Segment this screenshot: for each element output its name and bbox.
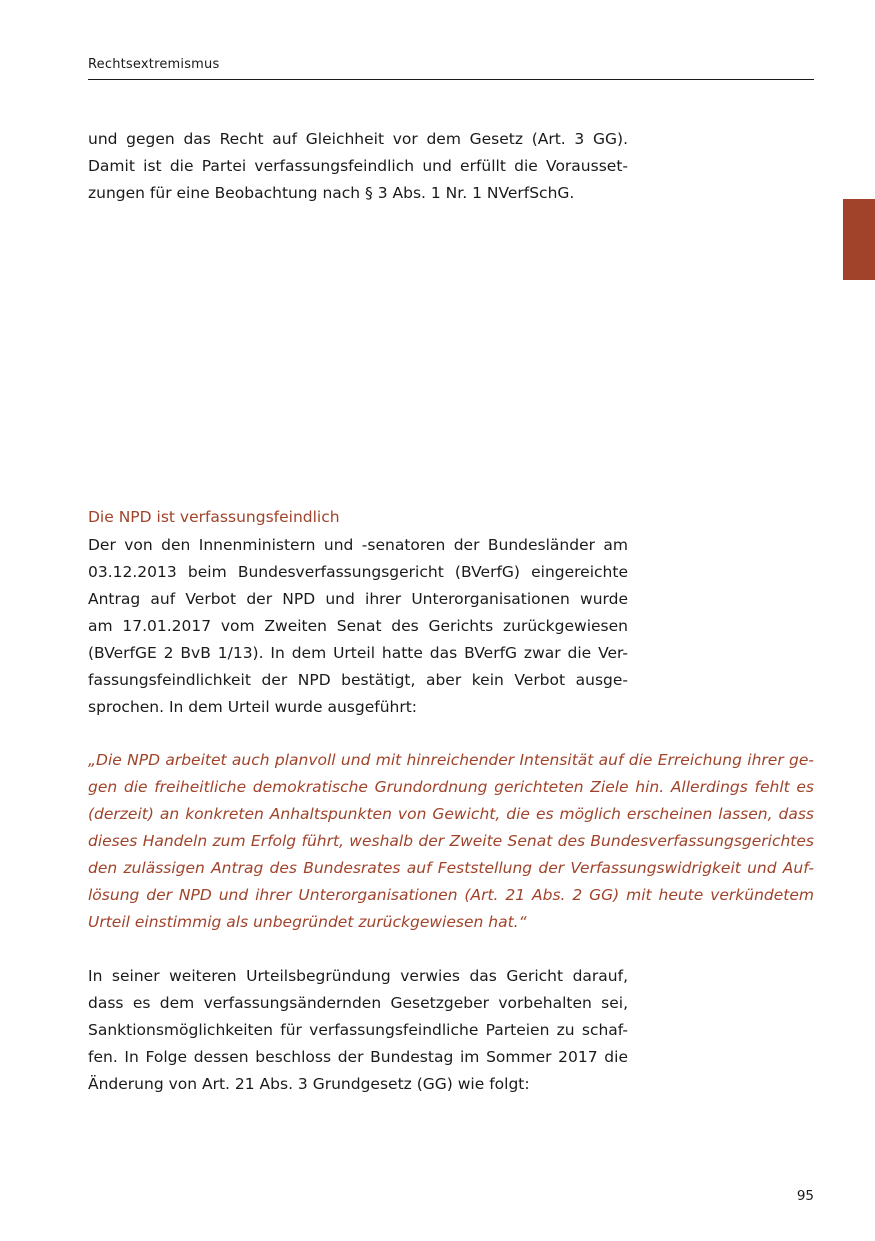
quote-line: Urteil einstimmig als unbegründet zurückgewiesen hat.“ bbox=[88, 913, 527, 931]
text-line: Antrag auf Verbot der NPD und ihrer Unterorganisationen wurde bbox=[88, 590, 628, 608]
quote-line: lösung der NPD und ihrer Unterorganisationen (Art. 21 Abs. 2 GG) mit heute verkündetem bbox=[88, 886, 814, 904]
quote-line: „Die NPD arbeitet auch planvoll und mit hinreichender Intensität auf die Erreichung ihrer ge- bbox=[88, 751, 814, 769]
text-line: (BVerfGE 2 BvB 1/13). In dem Urteil hatte das BVerfG zwar die Ver- bbox=[88, 644, 628, 662]
header-rule bbox=[88, 79, 814, 80]
quote-line: dieses Handeln zum Erfolg führt, weshalb der Zweite Senat des Bundesverfassungsgerichtes bbox=[88, 832, 814, 850]
paragraph-3 bbox=[88, 963, 628, 1098]
text-line: In seiner weiteren Urteilsbegründung verwies das Gericht darauf, bbox=[88, 967, 628, 985]
page-number: 95 bbox=[796, 1188, 814, 1204]
text-line: Damit ist die Partei verfassungsfeindlich und erfüllt die Vorausset- bbox=[88, 157, 628, 175]
court-quote bbox=[88, 747, 814, 936]
text-line: und gegen das Recht auf Gleichheit vor dem Gesetz (Art. 3 GG). bbox=[88, 130, 628, 148]
chapter-side-tab bbox=[843, 199, 875, 280]
quote-line: den zulässigen Antrag des Bundesrates auf Feststellung der Verfassungswidrigkeit und Auf- bbox=[88, 859, 814, 877]
text-line: dass es dem verfassungsändernden Gesetzgeber vorbehalten sei, bbox=[88, 994, 628, 1012]
text-line: fassungsfeindlichkeit der NPD bestätigt, aber kein Verbot ausge- bbox=[88, 671, 628, 689]
section-heading: Die NPD ist verfassungsfeindlich bbox=[88, 508, 340, 526]
quote-line: (derzeit) an konkreten Anhaltspunkten von Gewicht, die es möglich erscheinen lassen, dass bbox=[88, 805, 814, 823]
text-line: fen. In Folge dessen beschloss der Bundestag im Sommer 2017 die bbox=[88, 1048, 628, 1066]
text-line: zungen für eine Beobachtung nach § 3 Abs. 1 Nr. 1 NVerfSchG. bbox=[88, 184, 575, 202]
running-header: Rechtsextremismus bbox=[88, 57, 220, 72]
text-line: 03.12.2013 beim Bundesverfassungsgericht (BVerfG) eingereichte bbox=[88, 563, 628, 581]
text-line: Der von den Innenministern und -senatoren der Bundesländer am bbox=[88, 536, 628, 554]
text-line: Sanktionsmöglichkeiten für verfassungsfeindliche Parteien zu schaf- bbox=[88, 1021, 628, 1039]
quote-line: gen die freiheitliche demokratische Grundordnung gerichteten Ziele hin. Allerdings fehlt es bbox=[88, 778, 814, 796]
text-line: Änderung von Art. 21 Abs. 3 Grundgesetz (GG) wie folgt: bbox=[88, 1075, 530, 1093]
paragraph-2 bbox=[88, 532, 628, 721]
paragraph-1 bbox=[88, 126, 628, 207]
text-line: sprochen. In dem Urteil wurde ausgeführt: bbox=[88, 698, 418, 716]
text-line: am 17.01.2017 vom Zweiten Senat des Gerichts zurückgewiesen bbox=[88, 617, 628, 635]
